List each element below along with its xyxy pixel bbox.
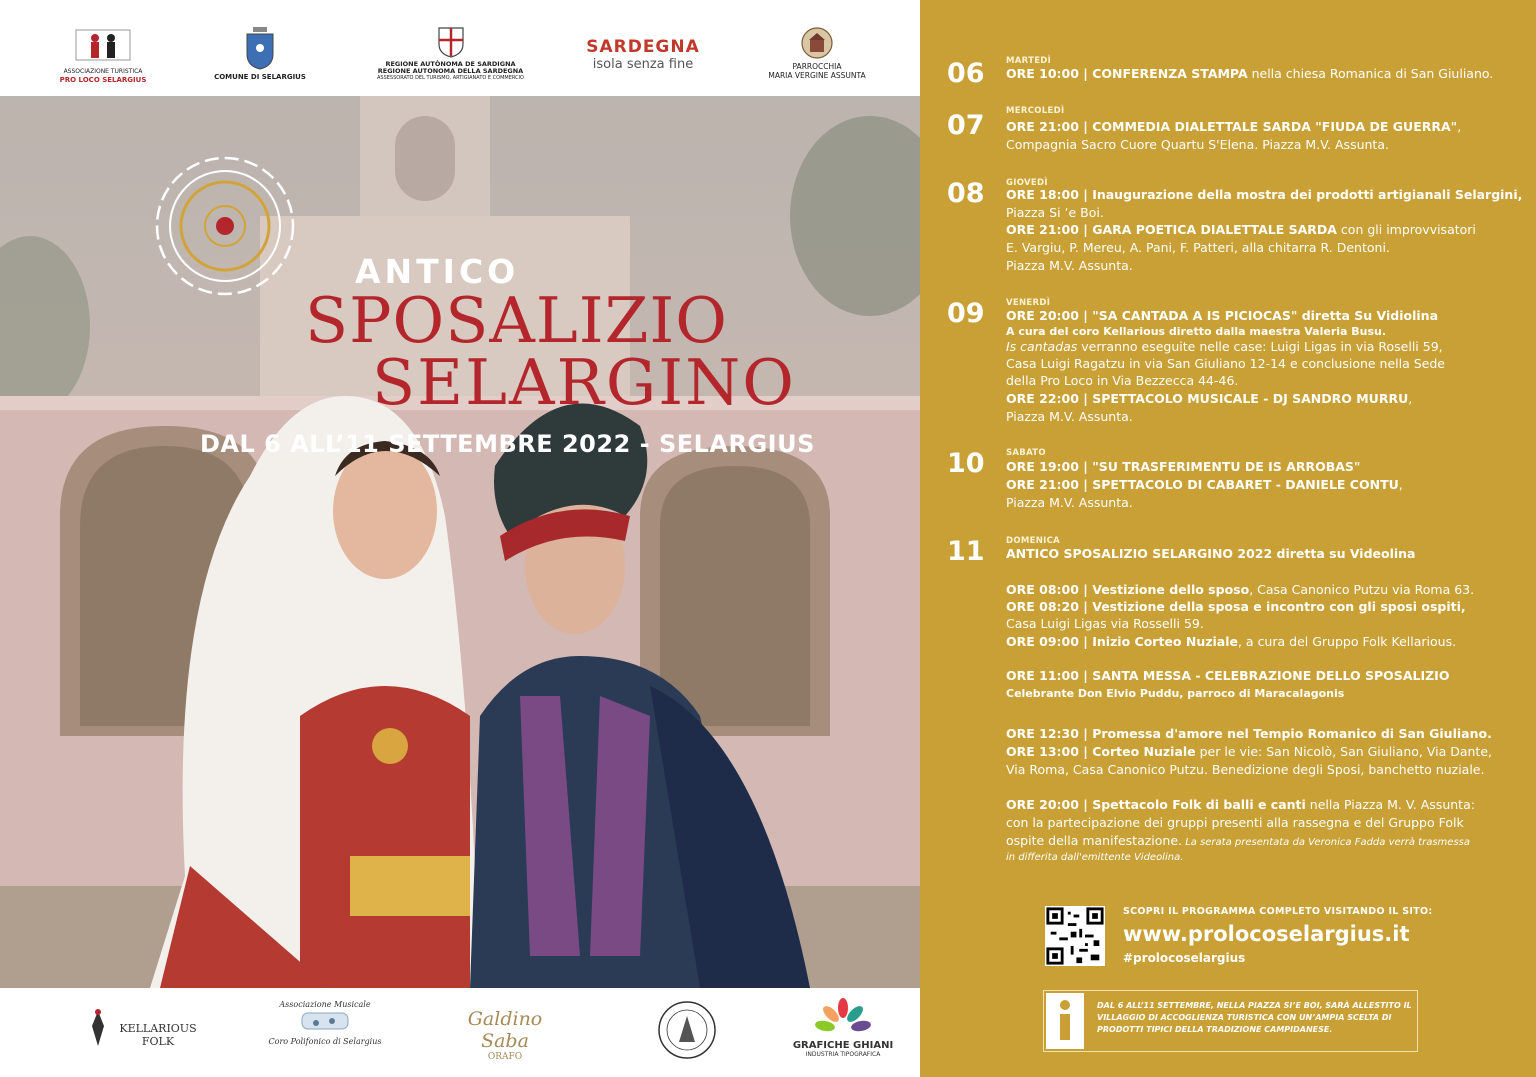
event-line: A cura del coro Kellarious diretto dalla maestra Valeria Busu. <box>1006 325 1387 338</box>
event-line <box>1006 391 1526 407</box>
event-line <box>1006 119 1526 135</box>
regione-shield-icon <box>436 26 466 58</box>
title-sposalizio: SPOSALIZIO <box>305 284 728 357</box>
day-number: 09 <box>947 298 985 329</box>
day-name: SABATO <box>1006 448 1046 458</box>
event-bold: ORE 09:00 | Inizio Corteo Nuziale <box>1006 634 1238 649</box>
event-italic: La serata presentata da Veronica Fadda verrà trasmessa <box>1182 837 1470 848</box>
event-line <box>1006 459 1526 475</box>
event-bold: ORE 20:00 | "SA CANTADA A IS PICIOCAS" diretta Su Vidiolina <box>1006 308 1439 323</box>
event-bold: ORE 20:00 | Spettacolo Folk di balli e canti <box>1006 797 1306 812</box>
proloco-line1: ASSOCIAZIONE TURISTICA <box>63 68 143 75</box>
event-bold: ORE 08:00 | Vestizione dello sposo <box>1006 582 1250 597</box>
galdino-sub: ORAFO <box>487 1052 523 1062</box>
event-line <box>1006 222 1526 238</box>
event-line <box>1006 668 1526 684</box>
galdino-label: Galdino Saba <box>467 1008 543 1052</box>
coro-bottom-label: Coro Polifonico di Selargius <box>268 1037 382 1046</box>
event-bold: ORE 18:00 | Inaugurazione della mostra dei prodotti artigianali Selargini, <box>1006 187 1523 202</box>
event-line: Piazza M.V. Assunta. <box>1006 409 1133 424</box>
kellarious-logo <box>88 1008 208 1048</box>
event-line: con la partecipazione dei gruppi presenti alla rassegna e del Gruppo Folk <box>1006 815 1464 830</box>
event-bold: ANTICO SPOSALIZIO SELARGINO 2022 diretta su Videolina <box>1006 546 1416 561</box>
day-number: 10 <box>947 448 985 479</box>
day-number: 08 <box>947 178 985 209</box>
event-line <box>1006 477 1526 493</box>
sardegna-logo <box>578 38 708 72</box>
website-label: SCOPRI IL PROGRAMMA COMPLETO VISITANDO IL SITO: <box>1123 906 1433 917</box>
event-text: per le vie: San Nicolò, San Giuliano, Via Dante, <box>1195 744 1492 759</box>
parrocchia-logo <box>752 26 882 80</box>
event-text: , Casa Canonico Putzu via Roma 63. <box>1249 582 1475 597</box>
ghiani-label: GRAFICHE GHIANI <box>792 1040 894 1051</box>
event-line <box>1006 546 1526 562</box>
event-text: ospite della manifestazione. <box>1006 833 1183 848</box>
proloco-logo <box>58 26 148 84</box>
event-bold: ORE 12:30 | Promessa d'amore nel Tempio Romanico di San Giuliano. <box>1006 726 1492 741</box>
event-line <box>1006 187 1526 203</box>
ghiani-sub: INDUSTRIA TIPOGRAFICA <box>805 1051 881 1058</box>
event-bold: ORE 19:00 | "SU TRASFERIMENTU DE IS ARROBAS" <box>1006 459 1361 474</box>
event-line: E. Vargiu, P. Mereu, A. Pani, F. Patteri, alla chitarra R. Dentoni. <box>1006 240 1390 255</box>
title-antico: ANTICO <box>355 252 520 291</box>
day-number: 06 <box>947 58 985 89</box>
website-link[interactable]: www.prolocoselargius.it <box>1123 922 1410 946</box>
event-line: Compagnia Sacro Cuore Quartu S'Elena. Piazza M.V. Assunta. <box>1006 137 1389 152</box>
event-bold: ORE 21:00 | COMMEDIA DIALETTALE SARDA "FIUDA DE GUERRA" <box>1006 119 1458 134</box>
event-bold: ORE 21:00 | SPETTACOLO DI CABARET - DANIELE CONTU <box>1006 477 1399 492</box>
parrocchia-line2: MARIA VERGINE ASSUNTA <box>768 70 866 80</box>
event-line <box>1006 744 1526 760</box>
event-title <box>150 246 850 446</box>
info-icon <box>1046 993 1084 1049</box>
program-panel <box>920 0 1536 1077</box>
event-text: , <box>1398 477 1403 492</box>
kellarious-label: KELLARIOUS FOLK <box>119 1022 197 1048</box>
day-name: DOMENICA <box>1006 536 1061 546</box>
church-background-illustration <box>0 96 920 988</box>
event-line <box>1006 599 1526 615</box>
event-line <box>1006 833 1526 851</box>
sardegna-brand: SARDEGNA <box>586 37 700 57</box>
coro-logo <box>265 1000 385 1046</box>
day-name: MERCOLEDÌ <box>1006 106 1065 116</box>
event-line: Casa Luigi Ligas via Rosselli 59. <box>1006 616 1204 631</box>
event-bold: ORE 08:20 | Vestizione della sposa e incontro con gli sposi ospiti, <box>1006 599 1466 614</box>
day-number: 11 <box>947 536 985 567</box>
couple-icon <box>68 26 138 66</box>
event-text: verranno eseguite nelle case: Luigi Ligas in via Roselli 59, <box>1077 339 1443 354</box>
qr-code[interactable] <box>1045 906 1105 966</box>
coro-top-label: Associazione Musicale <box>279 1000 371 1009</box>
event-text: nella chiesa Romanica di San Giuliano. <box>1247 66 1494 81</box>
day-name: MARTEDÌ <box>1006 56 1052 66</box>
event-text: nella Piazza M. V. Assunta: <box>1305 797 1475 812</box>
header-logos <box>0 0 920 96</box>
couple-photo <box>0 96 920 988</box>
comune-label: COMUNE DI SELARGIUS <box>214 73 306 81</box>
coat-of-arms-icon <box>243 26 277 70</box>
event-text: , a cura del Gruppo Folk Kellarious. <box>1237 634 1457 649</box>
event-line <box>1006 797 1526 813</box>
event-line: Piazza Si ’e Boi. <box>1006 205 1104 220</box>
day-number: 07 <box>947 110 985 141</box>
regione-logo <box>368 26 533 82</box>
event-line: Casa Luigi Ragatzu in via San Giuliano 12-14 e conclusione nella Sede <box>1006 356 1446 371</box>
sardegna-tagline: isola senza fine <box>592 56 694 72</box>
event-line <box>1006 582 1526 598</box>
ghiani-logo <box>778 998 908 1058</box>
event-bold: ORE 22:00 | SPETTACOLO MUSICALE - DJ SANDRO MURRU <box>1006 391 1409 406</box>
event-line: Piazza M.V. Assunta. <box>1006 258 1133 273</box>
colored-petals-icon <box>813 998 873 1036</box>
event-bold: ORE 21:00 | GARA POETICA DIALETTALE SARDA <box>1006 222 1337 237</box>
event-text: con gli improvvisatori <box>1336 222 1476 237</box>
event-bold: ORE 10:00 | CONFERENZA STAMPA <box>1006 66 1248 81</box>
music-notes-icon <box>300 1009 350 1033</box>
event-line: Via Roma, Casa Canonico Putzu. Benedizione degli Sposi, banchetto nuziale. <box>1006 762 1485 777</box>
church-icon <box>800 26 834 60</box>
event-line <box>1006 339 1526 355</box>
day-name: VENERDÌ <box>1006 298 1051 308</box>
regione-line3: ASSESSORATO DEL TURISMO, ARTIGIANATO E COMMERCIO <box>376 74 524 81</box>
qr-code-icon <box>1045 906 1105 966</box>
dancer-icon <box>88 1008 108 1048</box>
regione-line1: REGIONE AUTÒNOMA DE SARDIGNA <box>385 60 516 68</box>
title-selargino: SELARGINO <box>372 346 796 419</box>
sponsor-logos <box>0 988 920 1077</box>
regione-line2: REGIONE AUTONOMA DELLA SARDEGNA <box>377 67 524 76</box>
event-text: , <box>1457 119 1462 134</box>
info-text: DAL 6 ALL’11 SETTEMBRE, NELLA PIAZZA SI’E BOI, SARÀ ALLESTITO IL VILLAGGIO DI ACCOGLIENZA TURISTICA CON UN’AMPIA SCELTA DI PRODOTTI TIPICI DELLA TRADIZIONE CAMPIDANESE. <box>1097 1001 1412 1034</box>
event-bold: ORE 13:00 | Corteo Nuziale <box>1006 744 1196 759</box>
event-line <box>1006 634 1526 650</box>
event-line <box>1006 308 1526 324</box>
association-seal-icon <box>657 1000 717 1060</box>
day-name: GIOVEDÌ <box>1006 178 1048 188</box>
event-italic: Is cantadas <box>1006 339 1078 354</box>
event-line: Celebrante Don Elvio Puddu, parroco di Maracalagonis <box>1006 687 1345 700</box>
event-line: della Pro Loco in Via Bezzecca 44-46. <box>1006 373 1239 388</box>
event-line <box>1006 66 1526 82</box>
event-line: Piazza M.V. Assunta. <box>1006 495 1133 510</box>
proloco-line2: PRO LOCO SELARGIUS <box>59 75 147 84</box>
hashtag: #prolocoselargius <box>1123 951 1246 965</box>
seal-logo <box>655 1000 719 1064</box>
galdino-logo <box>445 1008 565 1062</box>
comune-logo <box>205 26 315 81</box>
event-line: in differita dall'emittente Videolina. <box>1006 852 1184 863</box>
parrocchia-line1: PARROCCHIA <box>792 62 842 71</box>
event-date: DAL 6 ALL’11 SETTEMBRE 2022 - SELARGIUS <box>200 430 815 458</box>
event-bold: ORE 11:00 | SANTA MESSA - CELEBRAZIONE DELLO SPOSALIZIO <box>1006 668 1450 683</box>
event-text: , <box>1408 391 1413 406</box>
event-line <box>1006 726 1526 742</box>
